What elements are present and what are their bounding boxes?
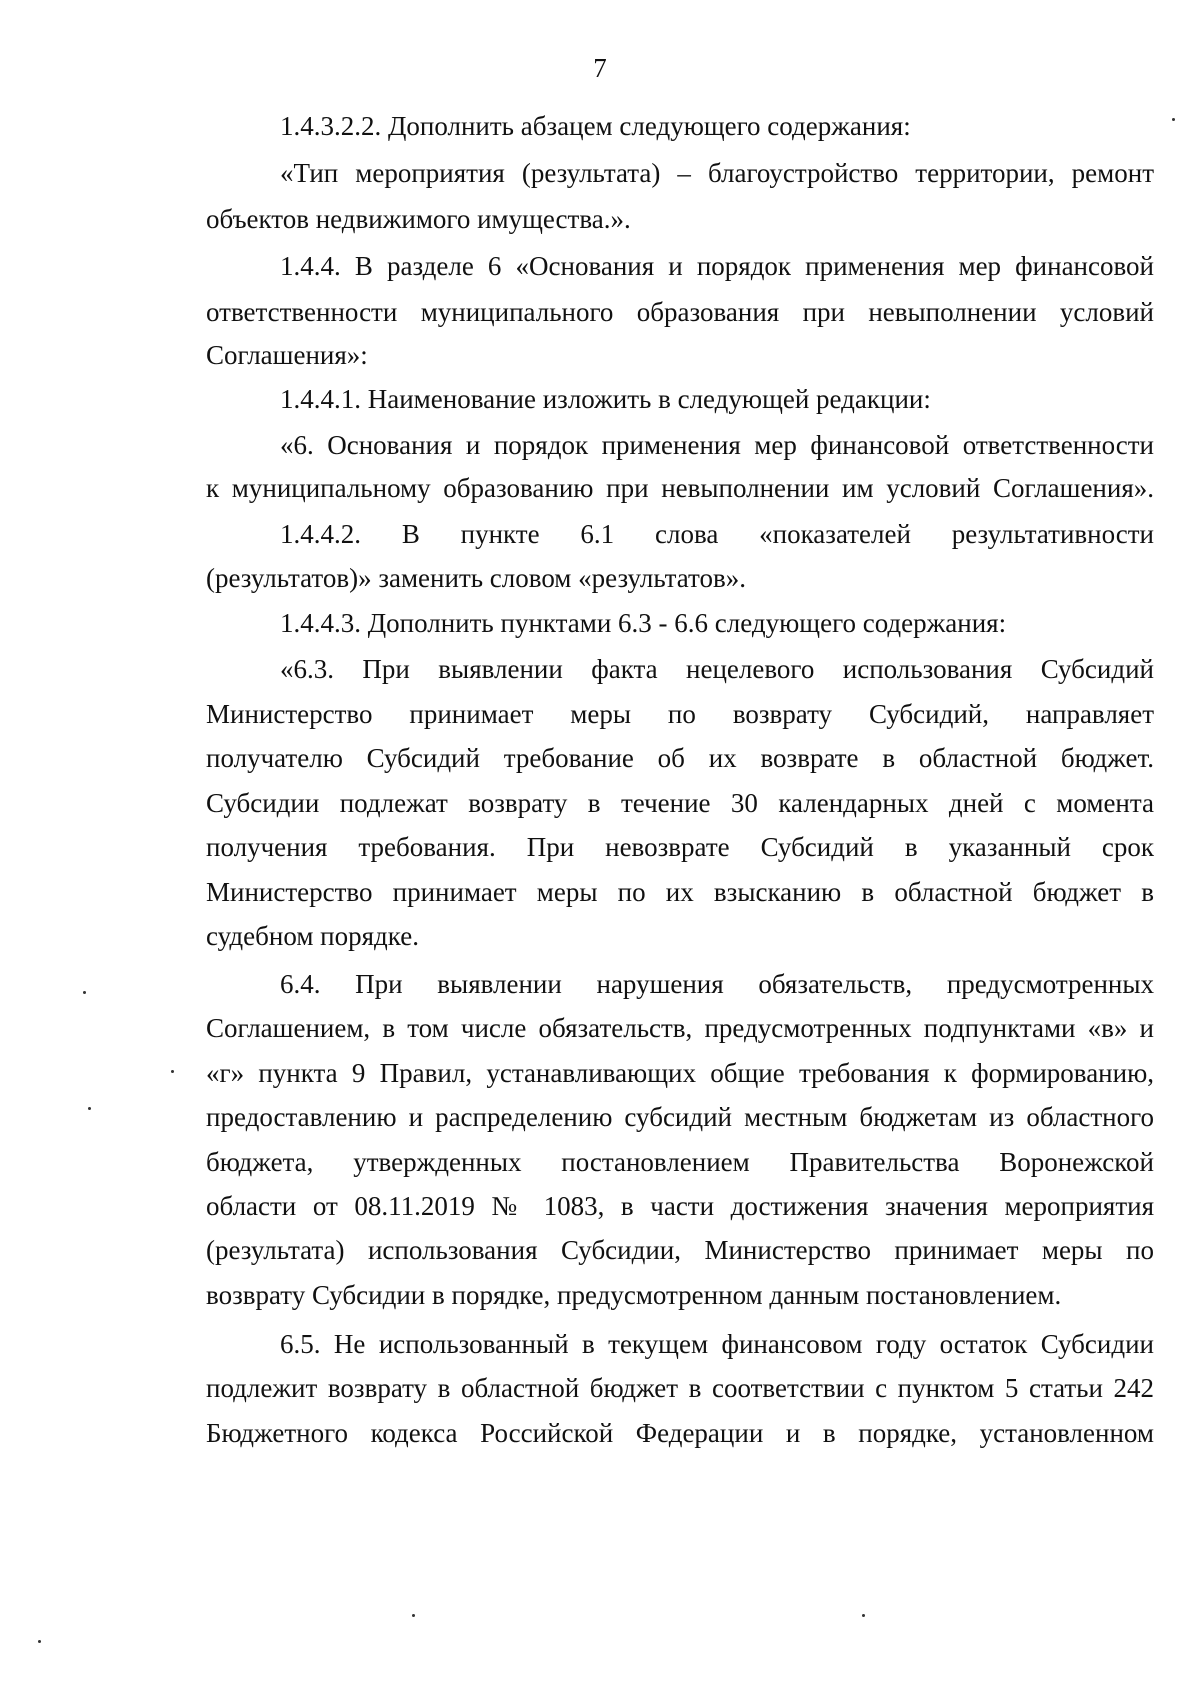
paragraph-line: 1.4.4.3. Дополнить пунктами 6.3 - 6.6 следующего содержания: (280, 608, 1007, 638)
paragraph-line: 6.5. Не использованный в текущем финансовом году остаток Субсидии (280, 1329, 1154, 1359)
paragraph-line: 1.4.4.2. В пункте 6.1 слова «показателей результативности (280, 519, 1154, 549)
paragraph-line: 1.4.3.2.2. Дополнить абзацем следующего содержания: (280, 111, 911, 141)
paragraph-line: 1.4.4. В разделе 6 «Основания и порядок применения мер финансовой (280, 251, 1154, 281)
scan-speck (412, 1614, 415, 1617)
scan-speck (83, 991, 86, 994)
paragraph-line: Министерство принимает меры по их взысканию в областной бюджет в (206, 877, 1154, 907)
paragraph-line: Бюджетного кодекса Российской Федерации и в порядке, установленном (206, 1418, 1154, 1448)
paragraph-line: (результатов)» заменить словом «результатов». (206, 563, 746, 593)
paragraph-line: (результата) использования Субсидии, Министерство принимает меры по (206, 1235, 1154, 1265)
paragraph-line: области от 08.11.2019 № 1083, в части достижения значения мероприятия (206, 1191, 1154, 1221)
paragraph-line: объектов недвижимого имущества.». (206, 204, 631, 234)
scan-speck (88, 1107, 91, 1110)
scan-speck (1172, 118, 1175, 121)
page-number: 7 (593, 53, 607, 83)
paragraph-line: 6.4. При выявлении нарушения обязательств, предусмотренных (280, 969, 1154, 999)
scan-speck (38, 1640, 41, 1643)
paragraph-line: судебном порядке. (206, 921, 419, 951)
paragraph-line: подлежит возврату в областной бюджет в соответствии с пунктом 5 статьи 242 (206, 1373, 1154, 1403)
paragraph-line: получения требования. При невозврате Субсидий в указанный срок (206, 832, 1154, 862)
paragraph-line: Соглашением, в том числе обязательств, предусмотренных подпунктами «в» и (206, 1013, 1154, 1043)
paragraph-line: получателю Субсидий требование об их возврате в областной бюджет. (206, 743, 1154, 773)
paragraph-line: возврату Субсидии в порядке, предусмотренном данным постановлением. (206, 1280, 1062, 1310)
paragraph-line: «Тип мероприятия (результата) – благоустройство территории, ремонт (280, 158, 1154, 188)
paragraph-line: ответственности муниципального образования при невыполнении условий (206, 297, 1154, 327)
paragraph-line: «г» пункта 9 Правил, устанавливающих общие требования к формированию, (206, 1058, 1154, 1088)
paragraph-line: «6.3. При выявлении факта нецелевого использования Субсидий (280, 654, 1154, 684)
paragraph-line: Субсидии подлежат возврату в течение 30 календарных дней с момента (206, 788, 1154, 818)
paragraph-line: «6. Основания и порядок применения мер финансовой ответственности (280, 430, 1154, 460)
paragraph-line: предоставлению и распределению субсидий местным бюджетам из областного (206, 1102, 1154, 1132)
paragraph-line: бюджета, утвержденных постановлением Правительства Воронежской (206, 1147, 1154, 1177)
paragraph-line: 1.4.4.1. Наименование изложить в следующей редакции: (280, 384, 931, 414)
scan-speck (862, 1614, 865, 1617)
paragraph-line: Соглашения»: (206, 340, 368, 370)
paragraph-line: Министерство принимает меры по возврату Субсидий, направляет (206, 699, 1154, 729)
scan-speck (171, 1070, 174, 1073)
paragraph-line: к муниципальному образованию при невыполнении им условий Соглашения». (206, 473, 1154, 503)
